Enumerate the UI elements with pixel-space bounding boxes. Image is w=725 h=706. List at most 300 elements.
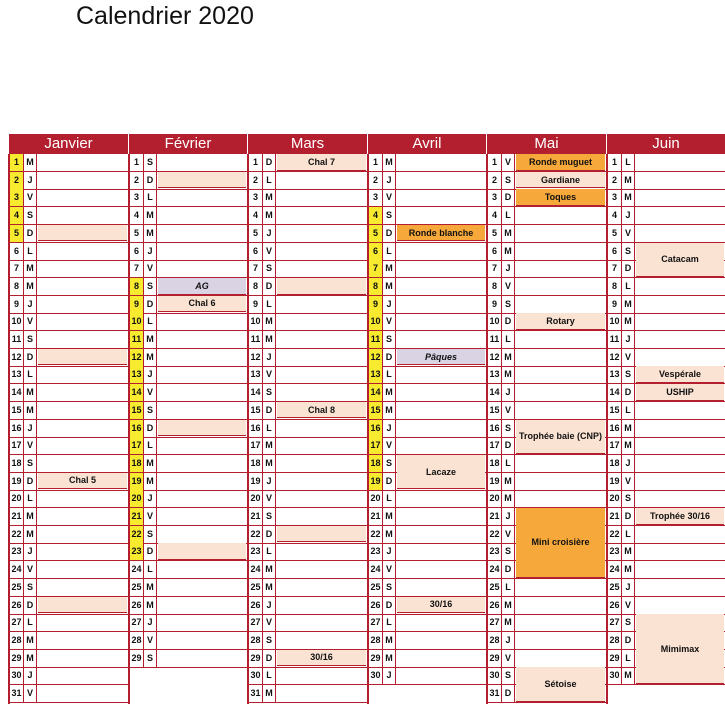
weekday-letter: S	[622, 490, 635, 507]
weekday-letter: L	[263, 420, 276, 437]
day-row	[486, 366, 606, 384]
day-number: 2	[369, 172, 383, 189]
weekday-letter: V	[383, 189, 396, 206]
weekday-letter: M	[383, 154, 396, 171]
weekday-letter: L	[502, 455, 515, 472]
day-number: 15	[608, 402, 622, 419]
day-row	[247, 632, 367, 650]
day-number: 23	[249, 543, 263, 560]
day-row	[8, 243, 128, 261]
day-number: 19	[249, 473, 263, 490]
weekday-letter: M	[144, 473, 157, 490]
day-row	[606, 331, 725, 349]
day-number: 21	[130, 508, 144, 525]
day-number: 11	[249, 331, 263, 348]
day-number: 3	[608, 189, 622, 206]
month-header: Janvier	[8, 134, 128, 154]
day-number: 25	[130, 579, 144, 596]
day-row	[8, 154, 128, 172]
month-header: Mars	[247, 134, 367, 154]
day-row	[486, 331, 606, 349]
calendar-event[interactable]	[158, 420, 246, 437]
weekday-letter: M	[24, 632, 37, 649]
weekday-letter: M	[144, 597, 157, 614]
weekday-letter: S	[502, 667, 515, 684]
day-number: 19	[488, 473, 502, 490]
calendar-event[interactable]: Trophée baie (CNP)	[516, 420, 605, 454]
day-number: 12	[249, 349, 263, 366]
day-row	[247, 543, 367, 561]
day-row	[367, 278, 486, 296]
day-row	[606, 278, 725, 296]
weekday-letter: M	[144, 331, 157, 348]
weekday-letter: V	[383, 561, 396, 578]
weekday-letter: M	[263, 685, 276, 702]
calendar-event[interactable]: Ronde blanche	[397, 225, 485, 242]
day-row	[367, 154, 486, 172]
day-row	[8, 650, 128, 668]
weekday-letter: M	[24, 260, 37, 277]
day-number: 28	[488, 632, 502, 649]
page-title: Calendrier 2020	[76, 2, 254, 30]
day-number: 4	[488, 207, 502, 224]
calendar-event[interactable]: Toques	[516, 189, 605, 206]
day-row	[247, 667, 367, 685]
weekday-letter: J	[144, 243, 157, 260]
weekday-letter: L	[383, 614, 396, 631]
weekday-letter: M	[263, 579, 276, 596]
day-number: 19	[369, 473, 383, 490]
day-row	[606, 490, 725, 508]
weekday-letter: M	[24, 402, 37, 419]
day-number: 22	[249, 526, 263, 543]
day-row	[128, 313, 247, 331]
day-row	[128, 207, 247, 225]
calendar-event[interactable]: 30/16	[277, 650, 366, 667]
calendar-event[interactable]: Mini croisière	[516, 508, 605, 578]
calendar-event[interactable]	[277, 278, 366, 295]
calendar-event[interactable]: Pâques	[397, 349, 485, 366]
weekday-letter: L	[144, 189, 157, 206]
day-number: 13	[130, 366, 144, 383]
weekday-letter: V	[502, 402, 515, 419]
day-row	[367, 420, 486, 438]
weekday-letter: S	[622, 243, 635, 260]
calendar-event[interactable]: Ronde muguet	[516, 154, 605, 171]
calendar-event[interactable]: AG	[158, 278, 246, 295]
day-row	[367, 331, 486, 349]
day-row	[367, 526, 486, 544]
weekday-letter: M	[144, 349, 157, 366]
calendar-event[interactable]: Rotary	[516, 313, 605, 330]
weekday-letter: M	[144, 207, 157, 224]
day-number: 21	[249, 508, 263, 525]
day-number: 12	[488, 349, 502, 366]
day-row	[486, 632, 606, 650]
weekday-letter: D	[622, 632, 635, 649]
day-row	[367, 207, 486, 225]
weekday-letter: V	[263, 490, 276, 507]
day-row	[367, 384, 486, 402]
day-number: 19	[608, 473, 622, 490]
day-row	[606, 597, 725, 615]
day-number: 5	[369, 225, 383, 242]
day-row	[128, 437, 247, 455]
weekday-letter: J	[24, 543, 37, 560]
day-number: 6	[488, 243, 502, 260]
day-number: 28	[608, 632, 622, 649]
weekday-letter: M	[263, 455, 276, 472]
weekday-letter: S	[263, 508, 276, 525]
weekday-letter: V	[383, 437, 396, 454]
day-number: 8	[249, 278, 263, 295]
day-number: 30	[369, 667, 383, 684]
day-number: 6	[10, 243, 24, 260]
weekday-letter: D	[24, 349, 37, 366]
day-row	[367, 667, 486, 685]
weekday-letter: M	[383, 278, 396, 295]
day-number: 3	[130, 189, 144, 206]
weekday-letter: M	[383, 260, 396, 277]
calendar-event[interactable]	[158, 172, 246, 189]
calendar-event[interactable]	[38, 349, 127, 366]
day-number: 9	[130, 296, 144, 313]
day-number: 20	[249, 490, 263, 507]
weekday-letter: J	[144, 614, 157, 631]
month-header: Avril	[367, 134, 486, 154]
calendar-event[interactable]: Chal 5	[38, 473, 127, 490]
weekday-letter: V	[263, 243, 276, 260]
day-number: 18	[608, 455, 622, 472]
day-number: 24	[249, 561, 263, 578]
day-number: 4	[249, 207, 263, 224]
day-number: 20	[488, 490, 502, 507]
calendar-grid	[8, 134, 711, 704]
day-row	[247, 384, 367, 402]
day-number: 27	[249, 614, 263, 631]
day-row	[247, 561, 367, 579]
day-row	[367, 632, 486, 650]
weekday-letter: S	[383, 331, 396, 348]
day-number: 7	[369, 260, 383, 277]
weekday-letter: M	[502, 243, 515, 260]
day-number: 27	[369, 614, 383, 631]
day-row	[606, 526, 725, 544]
day-number: 30	[608, 667, 622, 684]
weekday-letter: L	[383, 366, 396, 383]
day-number: 14	[488, 384, 502, 401]
day-number: 20	[10, 490, 24, 507]
weekday-letter: M	[24, 154, 37, 171]
weekday-letter: D	[383, 473, 396, 490]
day-number: 18	[369, 455, 383, 472]
day-number: 22	[10, 526, 24, 543]
weekday-letter: L	[24, 614, 37, 631]
day-number: 3	[10, 189, 24, 206]
day-number: 16	[130, 420, 144, 437]
day-number: 21	[488, 508, 502, 525]
day-row	[486, 243, 606, 261]
day-row	[247, 473, 367, 491]
month-header: Mai	[486, 134, 606, 154]
weekday-letter: M	[24, 508, 37, 525]
day-number: 16	[608, 420, 622, 437]
weekday-letter: D	[383, 225, 396, 242]
day-row	[367, 579, 486, 597]
day-number: 29	[249, 650, 263, 667]
day-number: 5	[249, 225, 263, 242]
calendar-event[interactable]	[277, 526, 366, 543]
day-number: 27	[488, 614, 502, 631]
calendar-event[interactable]: Chal 8	[277, 402, 366, 419]
weekday-letter: M	[622, 420, 635, 437]
calendar-event[interactable]: 30/16	[397, 597, 485, 614]
day-row	[8, 508, 128, 526]
weekday-letter: D	[24, 225, 37, 242]
weekday-letter: J	[263, 597, 276, 614]
weekday-letter: S	[144, 402, 157, 419]
weekday-letter: M	[502, 473, 515, 490]
day-number: 15	[249, 402, 263, 419]
day-number: 30	[249, 667, 263, 684]
day-number: 10	[488, 313, 502, 330]
weekday-letter: M	[263, 313, 276, 330]
weekday-letter: M	[144, 455, 157, 472]
weekday-letter: D	[502, 561, 515, 578]
day-number: 20	[608, 490, 622, 507]
weekday-letter: J	[622, 331, 635, 348]
day-number: 14	[608, 384, 622, 401]
weekday-letter: L	[383, 243, 396, 260]
day-number: 1	[369, 154, 383, 171]
day-row	[128, 455, 247, 473]
weekday-letter: D	[144, 296, 157, 313]
day-row	[8, 260, 128, 278]
day-row	[486, 260, 606, 278]
weekday-letter: V	[383, 313, 396, 330]
day-number: 2	[608, 172, 622, 189]
day-row	[247, 490, 367, 508]
day-number: 31	[10, 685, 24, 702]
day-row	[247, 349, 367, 367]
day-number: 8	[608, 278, 622, 295]
month-header: Juin	[606, 134, 725, 154]
weekday-letter: J	[263, 349, 276, 366]
day-number: 11	[10, 331, 24, 348]
day-row	[128, 614, 247, 632]
weekday-letter: S	[502, 420, 515, 437]
weekday-letter: D	[502, 313, 515, 330]
day-row	[8, 172, 128, 190]
weekday-letter: M	[144, 579, 157, 596]
calendar-event[interactable]	[38, 597, 127, 614]
day-number: 22	[488, 526, 502, 543]
day-number: 5	[10, 225, 24, 242]
weekday-letter: V	[24, 313, 37, 330]
weekday-letter: M	[24, 526, 37, 543]
calendar-event[interactable]: Trophée 30/16	[636, 508, 724, 525]
calendar-event[interactable]: USHIP	[636, 384, 724, 401]
day-row	[247, 597, 367, 615]
day-row	[247, 614, 367, 632]
day-number: 3	[249, 189, 263, 206]
calendar-event[interactable]: Mimimax	[636, 614, 724, 684]
calendar-event[interactable]	[158, 543, 246, 560]
day-row	[367, 508, 486, 526]
day-number: 29	[608, 650, 622, 667]
weekday-letter: J	[383, 667, 396, 684]
day-number: 10	[608, 313, 622, 330]
calendar-event[interactable]: Lacaze	[397, 455, 485, 489]
day-number: 2	[130, 172, 144, 189]
weekday-letter: M	[263, 437, 276, 454]
weekday-letter: V	[144, 384, 157, 401]
day-row	[8, 402, 128, 420]
day-row	[486, 296, 606, 314]
day-number: 17	[10, 437, 24, 454]
weekday-letter: L	[383, 490, 396, 507]
day-number: 14	[10, 384, 24, 401]
calendar-event[interactable]: Chal 7	[277, 154, 366, 171]
weekday-letter: D	[144, 172, 157, 189]
day-row	[367, 172, 486, 190]
day-row	[486, 455, 606, 473]
day-number: 8	[10, 278, 24, 295]
day-number: 29	[130, 650, 144, 667]
day-row	[486, 490, 606, 508]
day-number: 23	[130, 543, 144, 560]
day-row	[128, 561, 247, 579]
day-number: 15	[488, 402, 502, 419]
day-row	[8, 685, 128, 703]
weekday-letter: V	[263, 366, 276, 383]
weekday-letter: D	[263, 278, 276, 295]
day-number: 12	[130, 349, 144, 366]
weekday-letter: L	[263, 543, 276, 560]
calendar-event[interactable]: Sétoise	[516, 667, 605, 701]
weekday-letter: M	[24, 278, 37, 295]
weekday-letter: S	[383, 207, 396, 224]
weekday-letter: J	[383, 296, 396, 313]
weekday-letter: M	[383, 526, 396, 543]
weekday-letter: D	[622, 508, 635, 525]
weekday-letter: L	[24, 366, 37, 383]
weekday-letter: L	[144, 561, 157, 578]
day-row	[247, 366, 367, 384]
day-row	[247, 313, 367, 331]
calendar-event[interactable]: Vespérale	[636, 366, 724, 383]
day-number: 21	[10, 508, 24, 525]
weekday-letter: V	[622, 225, 635, 242]
day-row	[606, 189, 725, 207]
day-number: 14	[249, 384, 263, 401]
day-row	[8, 331, 128, 349]
day-row	[606, 313, 725, 331]
weekday-letter: M	[622, 437, 635, 454]
day-number: 9	[10, 296, 24, 313]
weekday-letter: M	[263, 561, 276, 578]
day-row	[247, 207, 367, 225]
day-row	[367, 650, 486, 668]
calendar-event[interactable]: Gardiane	[516, 172, 605, 189]
day-row	[367, 402, 486, 420]
day-number: 6	[249, 243, 263, 260]
day-number: 26	[608, 597, 622, 614]
month-header: Février	[128, 134, 247, 154]
weekday-letter: L	[622, 650, 635, 667]
day-number: 25	[10, 579, 24, 596]
weekday-letter: J	[622, 207, 635, 224]
day-number: 18	[488, 455, 502, 472]
weekday-letter: D	[144, 420, 157, 437]
day-row	[606, 420, 725, 438]
day-row	[606, 154, 725, 172]
day-number: 9	[608, 296, 622, 313]
day-number: 25	[249, 579, 263, 596]
day-number: 26	[488, 597, 502, 614]
day-row	[606, 207, 725, 225]
day-number: 8	[488, 278, 502, 295]
day-number: 15	[10, 402, 24, 419]
weekday-letter: J	[263, 473, 276, 490]
weekday-letter: M	[383, 402, 396, 419]
weekday-letter: M	[502, 490, 515, 507]
weekday-letter: M	[383, 508, 396, 525]
day-row	[606, 437, 725, 455]
day-number: 28	[10, 632, 24, 649]
day-row	[128, 579, 247, 597]
day-row	[8, 614, 128, 632]
weekday-letter: L	[24, 490, 37, 507]
day-number: 1	[249, 154, 263, 171]
weekday-letter: V	[502, 650, 515, 667]
day-row	[247, 437, 367, 455]
weekday-letter: S	[24, 579, 37, 596]
weekday-letter: D	[263, 402, 276, 419]
day-number: 5	[488, 225, 502, 242]
calendar-event[interactable]: Catacam	[636, 243, 724, 277]
weekday-letter: V	[24, 189, 37, 206]
day-number: 26	[130, 597, 144, 614]
day-row	[486, 402, 606, 420]
day-number: 26	[369, 597, 383, 614]
calendar-event[interactable]	[38, 225, 127, 242]
day-number: 25	[488, 579, 502, 596]
day-row	[486, 614, 606, 632]
day-row	[247, 455, 367, 473]
day-number: 2	[249, 172, 263, 189]
day-row	[367, 189, 486, 207]
day-row	[128, 260, 247, 278]
day-number: 11	[130, 331, 144, 348]
day-number: 29	[488, 650, 502, 667]
day-row	[486, 579, 606, 597]
weekday-letter: V	[263, 614, 276, 631]
day-number: 27	[608, 614, 622, 631]
weekday-letter: L	[502, 207, 515, 224]
day-row	[247, 260, 367, 278]
weekday-letter: D	[263, 650, 276, 667]
day-number: 9	[488, 296, 502, 313]
weekday-letter: L	[263, 667, 276, 684]
weekday-letter: D	[502, 685, 515, 702]
weekday-letter: L	[622, 278, 635, 295]
weekday-letter: S	[502, 296, 515, 313]
day-number: 4	[369, 207, 383, 224]
day-row	[8, 579, 128, 597]
calendar-event[interactable]: Chal 6	[158, 296, 246, 313]
weekday-letter: M	[383, 650, 396, 667]
